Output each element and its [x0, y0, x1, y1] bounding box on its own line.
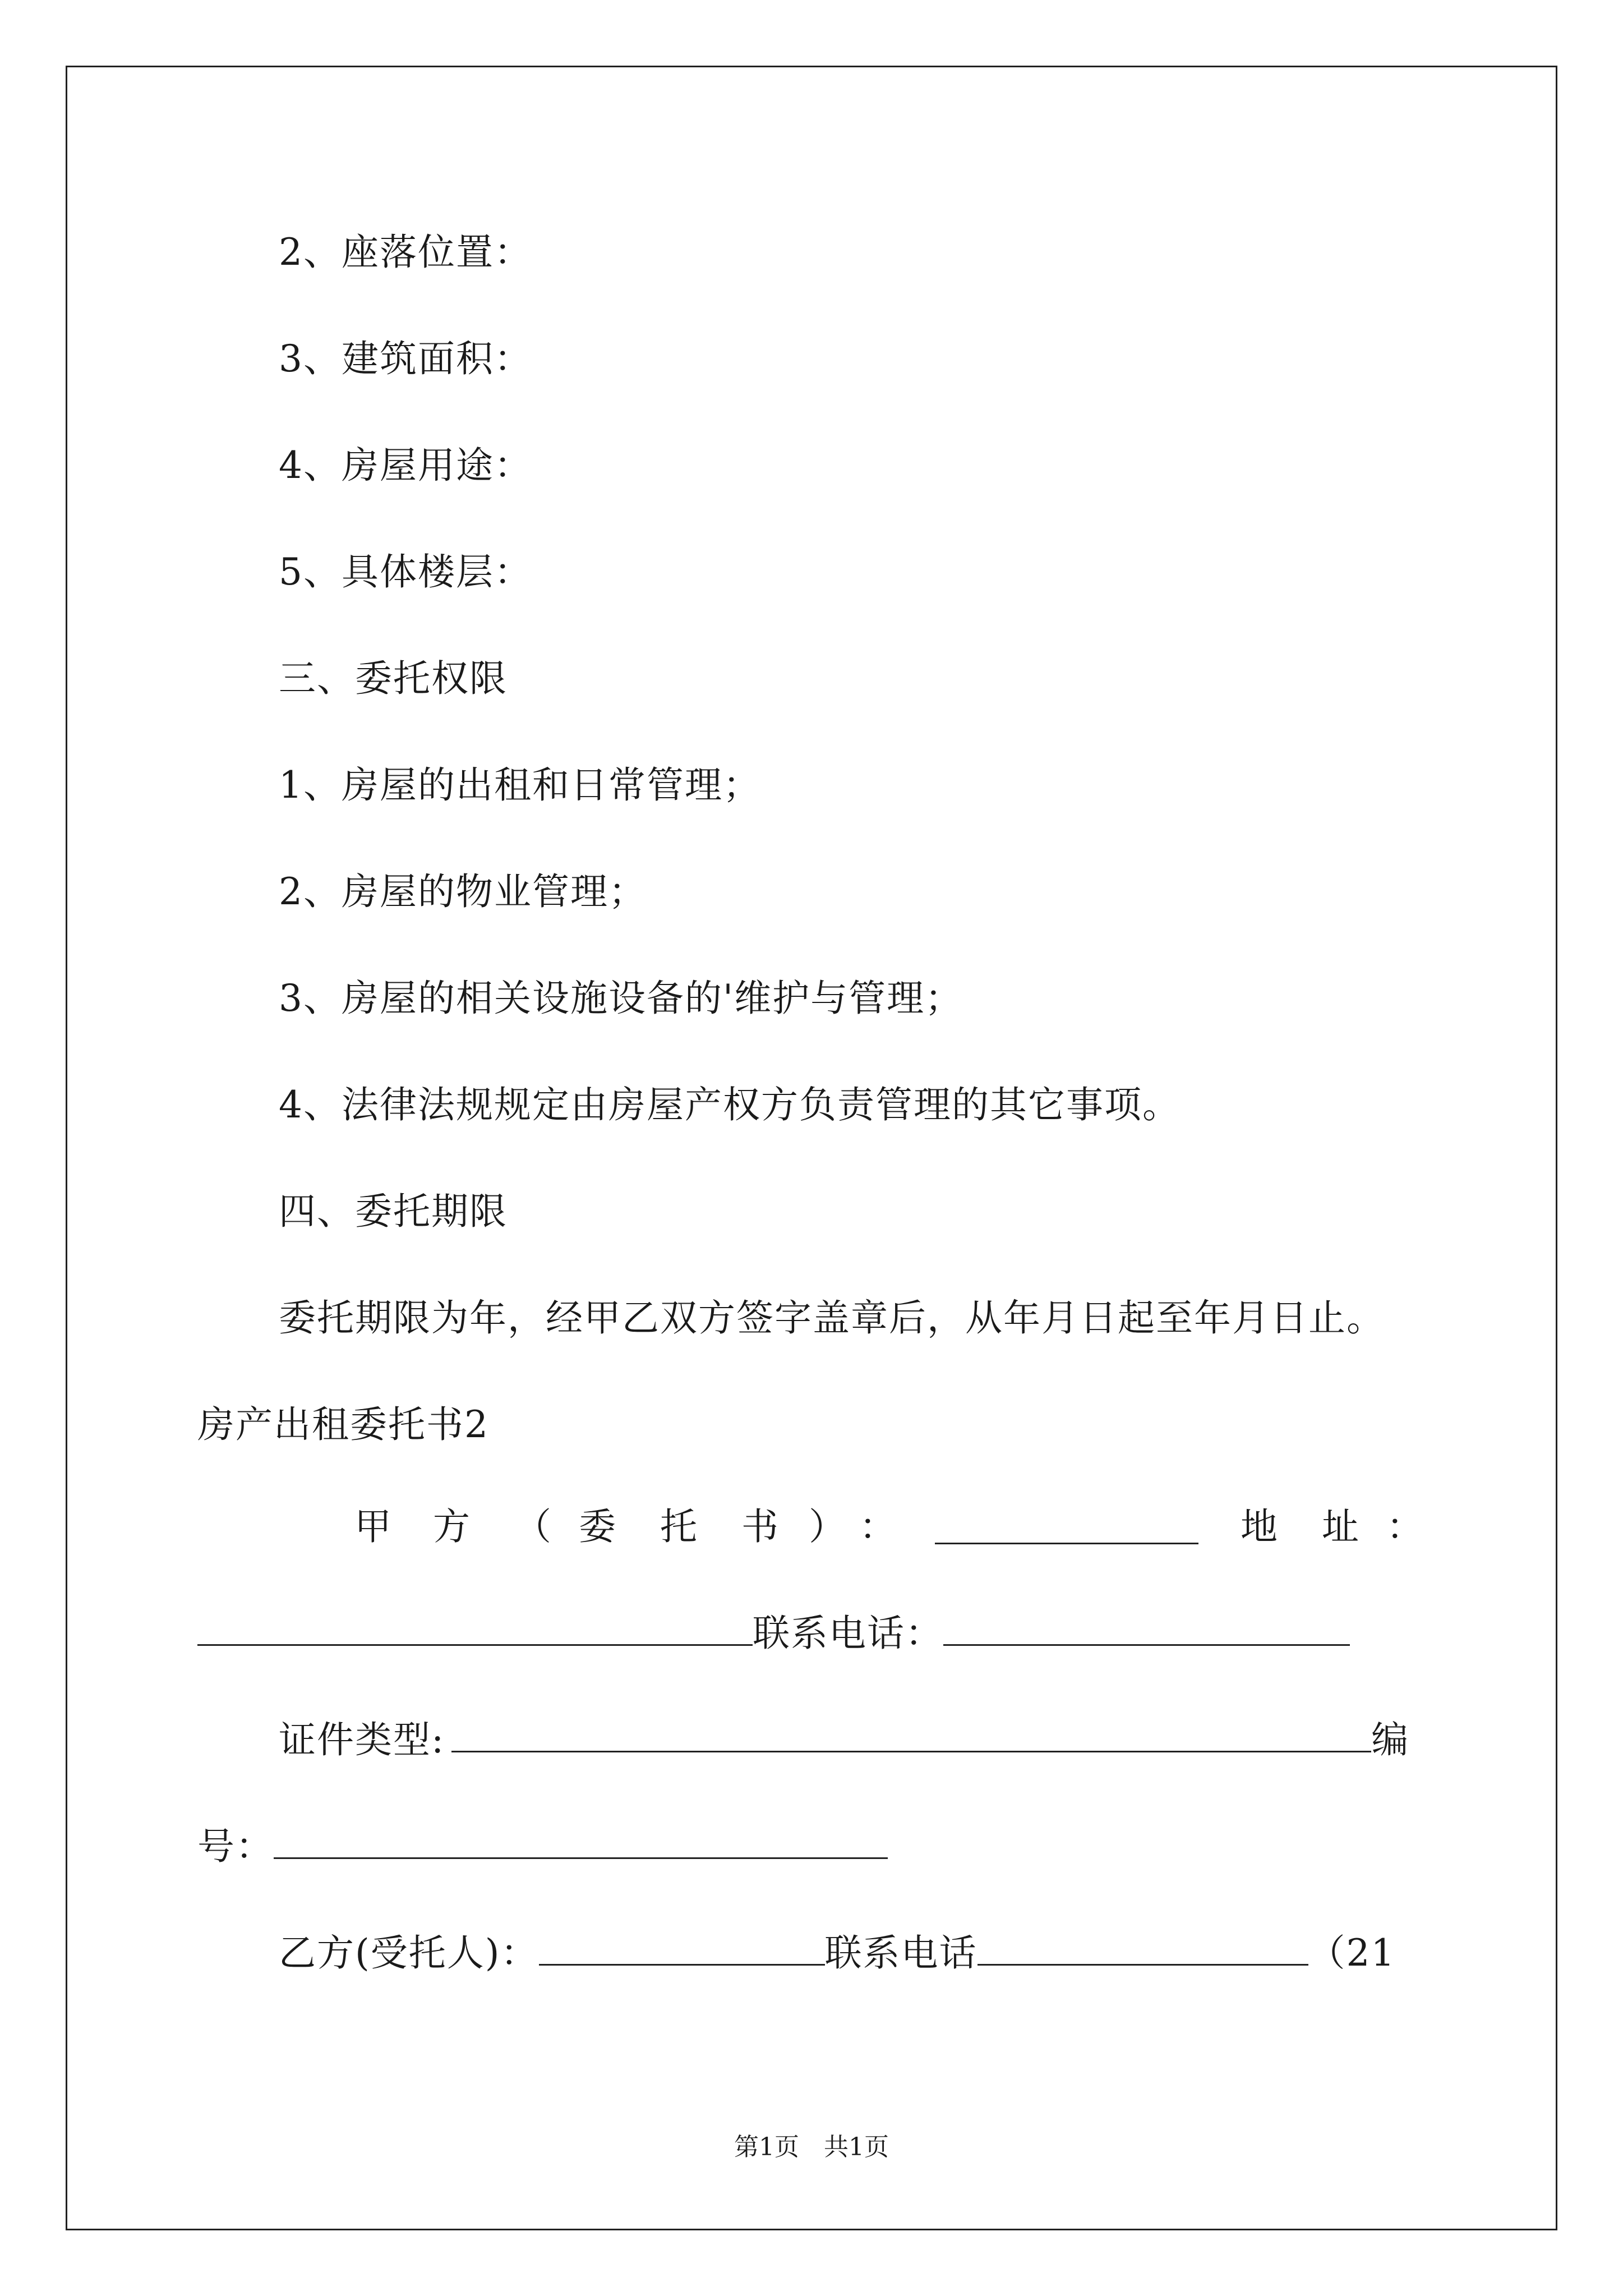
party-a-phone-label: 联系电话： [753, 1612, 943, 1655]
address-char: 地 [1241, 1505, 1278, 1548]
scope-item-maintenance: 3、房屋的相关设施设备的'维护与管理； [279, 977, 963, 1020]
id-type-line [279, 1718, 1409, 1763]
page-border [66, 66, 1557, 2230]
address-blank[interactable] [197, 1612, 753, 1646]
party-a-name-blank[interactable] [935, 1510, 1198, 1544]
party-a-char: ） [809, 1505, 846, 1548]
party-a-address-line [197, 1611, 1350, 1656]
section-heading-authority: 三、委托权限 [279, 657, 508, 700]
item-floor: 5、具体楼层： [279, 550, 532, 593]
scope-item-rental: 1、房屋的出租和日常管理； [279, 763, 761, 807]
id-type-label: 证件类型: [279, 1718, 445, 1761]
number-label-part: 编 [1371, 1718, 1410, 1761]
item-location: 2、座落位置： [279, 231, 532, 274]
item-usage: 4、房屋用途： [279, 444, 532, 487]
party-a-char: 书 [741, 1505, 778, 1548]
party-a-char: （ [514, 1505, 551, 1548]
number-label-part: 号： [197, 1825, 274, 1868]
id-number-blank[interactable] [274, 1825, 888, 1859]
section-heading-term: 四、委托期限 [279, 1190, 508, 1233]
party-a-char: ： [859, 1505, 896, 1548]
party-b-line [279, 1931, 1395, 1976]
party-a-char: 委 [579, 1505, 616, 1548]
party-b-name-blank[interactable] [539, 1931, 825, 1966]
party-a-line [354, 1504, 1423, 1549]
document-title-2: 房产出租委托书2 [197, 1403, 489, 1446]
party-b-label: 乙方(受托人)： [279, 1931, 539, 1975]
party-a-char: 托 [660, 1505, 697, 1548]
party-a-char: 方 [433, 1505, 470, 1548]
party-b-phone-blank[interactable] [978, 1931, 1308, 1966]
party-a-char: 甲 [354, 1505, 391, 1548]
address-char: ： [1386, 1505, 1423, 1548]
page-footer: 第1页 共1页 [734, 2133, 889, 2161]
party-b-phone-label: 联系电话 [824, 1931, 978, 1975]
party-a-phone-blank[interactable] [943, 1612, 1350, 1646]
item-area: 3、建筑面积： [279, 337, 532, 380]
scope-item-property-management: 2、房屋的物业管理； [279, 870, 647, 913]
address-char: 址 [1322, 1505, 1359, 1548]
scope-item-other: 4、法律法规规定由房屋产权方负责管理的其它事项。 [279, 1083, 1181, 1126]
party-b-trailing: （21 [1308, 1931, 1396, 1975]
id-number-line [197, 1824, 888, 1869]
id-type-blank[interactable] [451, 1718, 1371, 1752]
term-paragraph: 委托期限为年，经甲乙双方签字盖章后，从年月日起至年月日止。 [279, 1296, 1385, 1340]
